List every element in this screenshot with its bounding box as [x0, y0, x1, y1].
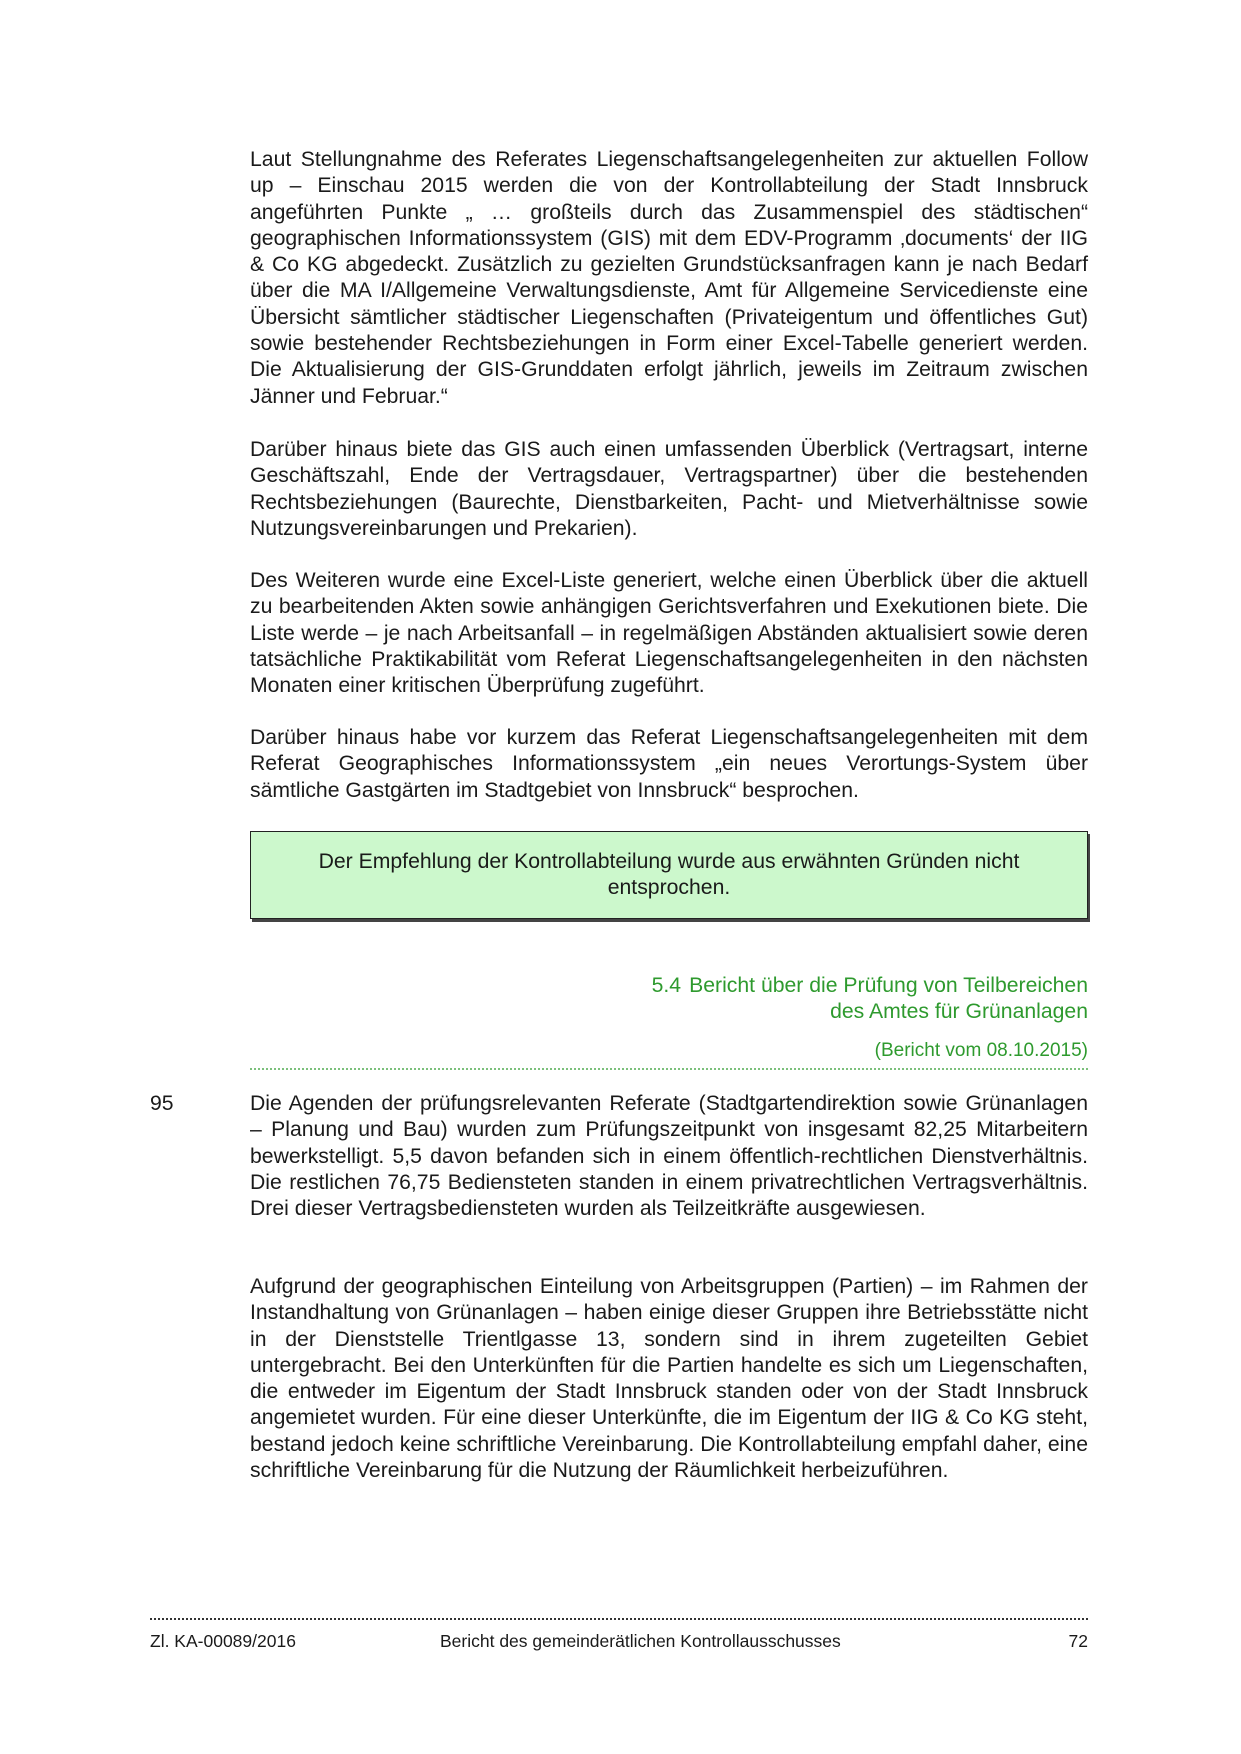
footer-reference: Zl. KA-00089/2016: [150, 1631, 296, 1651]
recommendation-box: [250, 831, 1088, 919]
section-heading: [500, 973, 1088, 1025]
paragraph-staffing: Die Agenden der prüfungsrelevanten Referate (Stadtgartendirektion sowie Grünanlagen – Planung und Bau) wurden zum Prüfungszeitpunkt von insgesamt 82,25 Mitarbeitern bewerkstelligt. 5,5 davon befanden sich in einem öffentlich-rechtlichen Dienstverhältnis. Die restlichen 76,75 Bediensteten standen in einem privatrechtlichen Vertragsverhältnis. Drei dieser Vertragsbediensteten wurden als Teilzeitkräfte ausgewiesen.: [250, 1092, 1088, 1221]
section-heading-line1: [500, 973, 1088, 999]
report-date: (Bericht vom 08.10.2015): [874, 1040, 1088, 1061]
paragraph-gastgaerten: Darüber hinaus habe vor kurzem das Referat Liegenschaftsangelegenheiten mit dem Referat Geographisches Informationssystem „ein neues Verortungs-System über sämtliche Gastgärten im Stadtgebiet von Innsbruck“ besprochen.: [250, 726, 1088, 802]
footer-divider: [150, 1618, 1088, 1620]
section-number: 5.4: [651, 974, 682, 997]
footer-title: Bericht des gemeinderätlichen Kontrollausschusses: [440, 1631, 841, 1651]
page-number: 72: [1068, 1631, 1088, 1651]
paragraph-work-groups: Aufgrund der geographischen Einteilung von Arbeitsgruppen (Partien) – im Rahmen der Instandhaltung von Grünanlagen – haben einige dieser Gruppen ihre Betriebsstätte nicht in der Dienststelle Trientlgasse 13, sondern sind in ihrem zugeteilten Gebiet untergebracht. Bei den Unterkünften für die Partien handelte es sich um Liegenschaften, die entweder im Eigentum der Stadt Innsbruck standen oder von der Stadt Innsbruck angemietet wurden. Für eine dieser Unterkünfte, die im Eigentum der IIG & Co KG steht, bestand jedoch keine schriftliche Vereinbarung. Die Kontrollabteilung empfahl daher, eine schriftliche Vereinbarung für die Nutzung der Räumlichkeit herbeizuführen.: [250, 1275, 1088, 1483]
section-divider: [250, 1068, 1088, 1070]
section-title-line2: des Amtes für Grünanlagen: [830, 1000, 1088, 1023]
margin-number: 95: [150, 1092, 174, 1115]
section-title-line1: Bericht über die Prüfung von Teilbereichen: [689, 974, 1088, 997]
paragraph-gis-overview: Darüber hinaus biete das GIS auch einen umfassenden Überblick (Vertragsart, interne Geschäftszahl, Ende der Vertragsdauer, Vertragspartner) über die bestehenden Rechtsbeziehungen (Baurechte, Dienstbarkeiten, Pacht- und Mietverhältnisse sowie Nutzungsvereinbarungen und Prekarien).: [250, 438, 1088, 540]
paragraph-gis-statement: Laut Stellungnahme des Referates Liegenschaftsangelegenheiten zur aktuellen Follow up – Einschau 2015 werden die von der Kontrollabteilung der Stadt Innsbruck angeführten Punkte „ … großteils durch das Zusammenspiel des städtischen“ geographischen Informationssystem (GIS) mit dem EDV-Programm ‚documents‘ der IIG & Co KG abgedeckt. Zusätzlich zu gezielten Grundstücksanfragen kann je nach Bedarf über die MA I/Allgemeine Verwaltungsdienste, Amt für Allgemeine Servicedienste eine Übersicht sämtlicher städtischer Liegenschaften (Privateigentum und öffentliches Gut) sowie bestehender Rechtsbeziehungen in Form einer Excel-Tabelle generiert werden. Die Aktualisierung der GIS-Grunddaten erfolgt jährlich, jeweils im Zeitraum zwischen Jänner und Februar.“: [250, 148, 1088, 408]
recommendation-text: Der Empfehlung der Kontrollabteilung wurde aus erwähnten Gründen nicht entsprochen.: [318, 849, 1020, 899]
paragraph-excel-list: Des Weiteren wurde eine Excel-Liste generiert, welche einen Überblick über die aktuell zu bearbeitenden Akten sowie anhängigen Gerichtsverfahren und Exekutionen biete. Die Liste werde – je nach Arbeitsanfall – in regelmäßigen Abständen aktualisiert sowie deren tatsächliche Praktikabilität vom Referat Liegenschaftsangelegenheiten in den nächsten Monaten einer kritischen Überprüfung zugeführt.: [250, 569, 1088, 698]
